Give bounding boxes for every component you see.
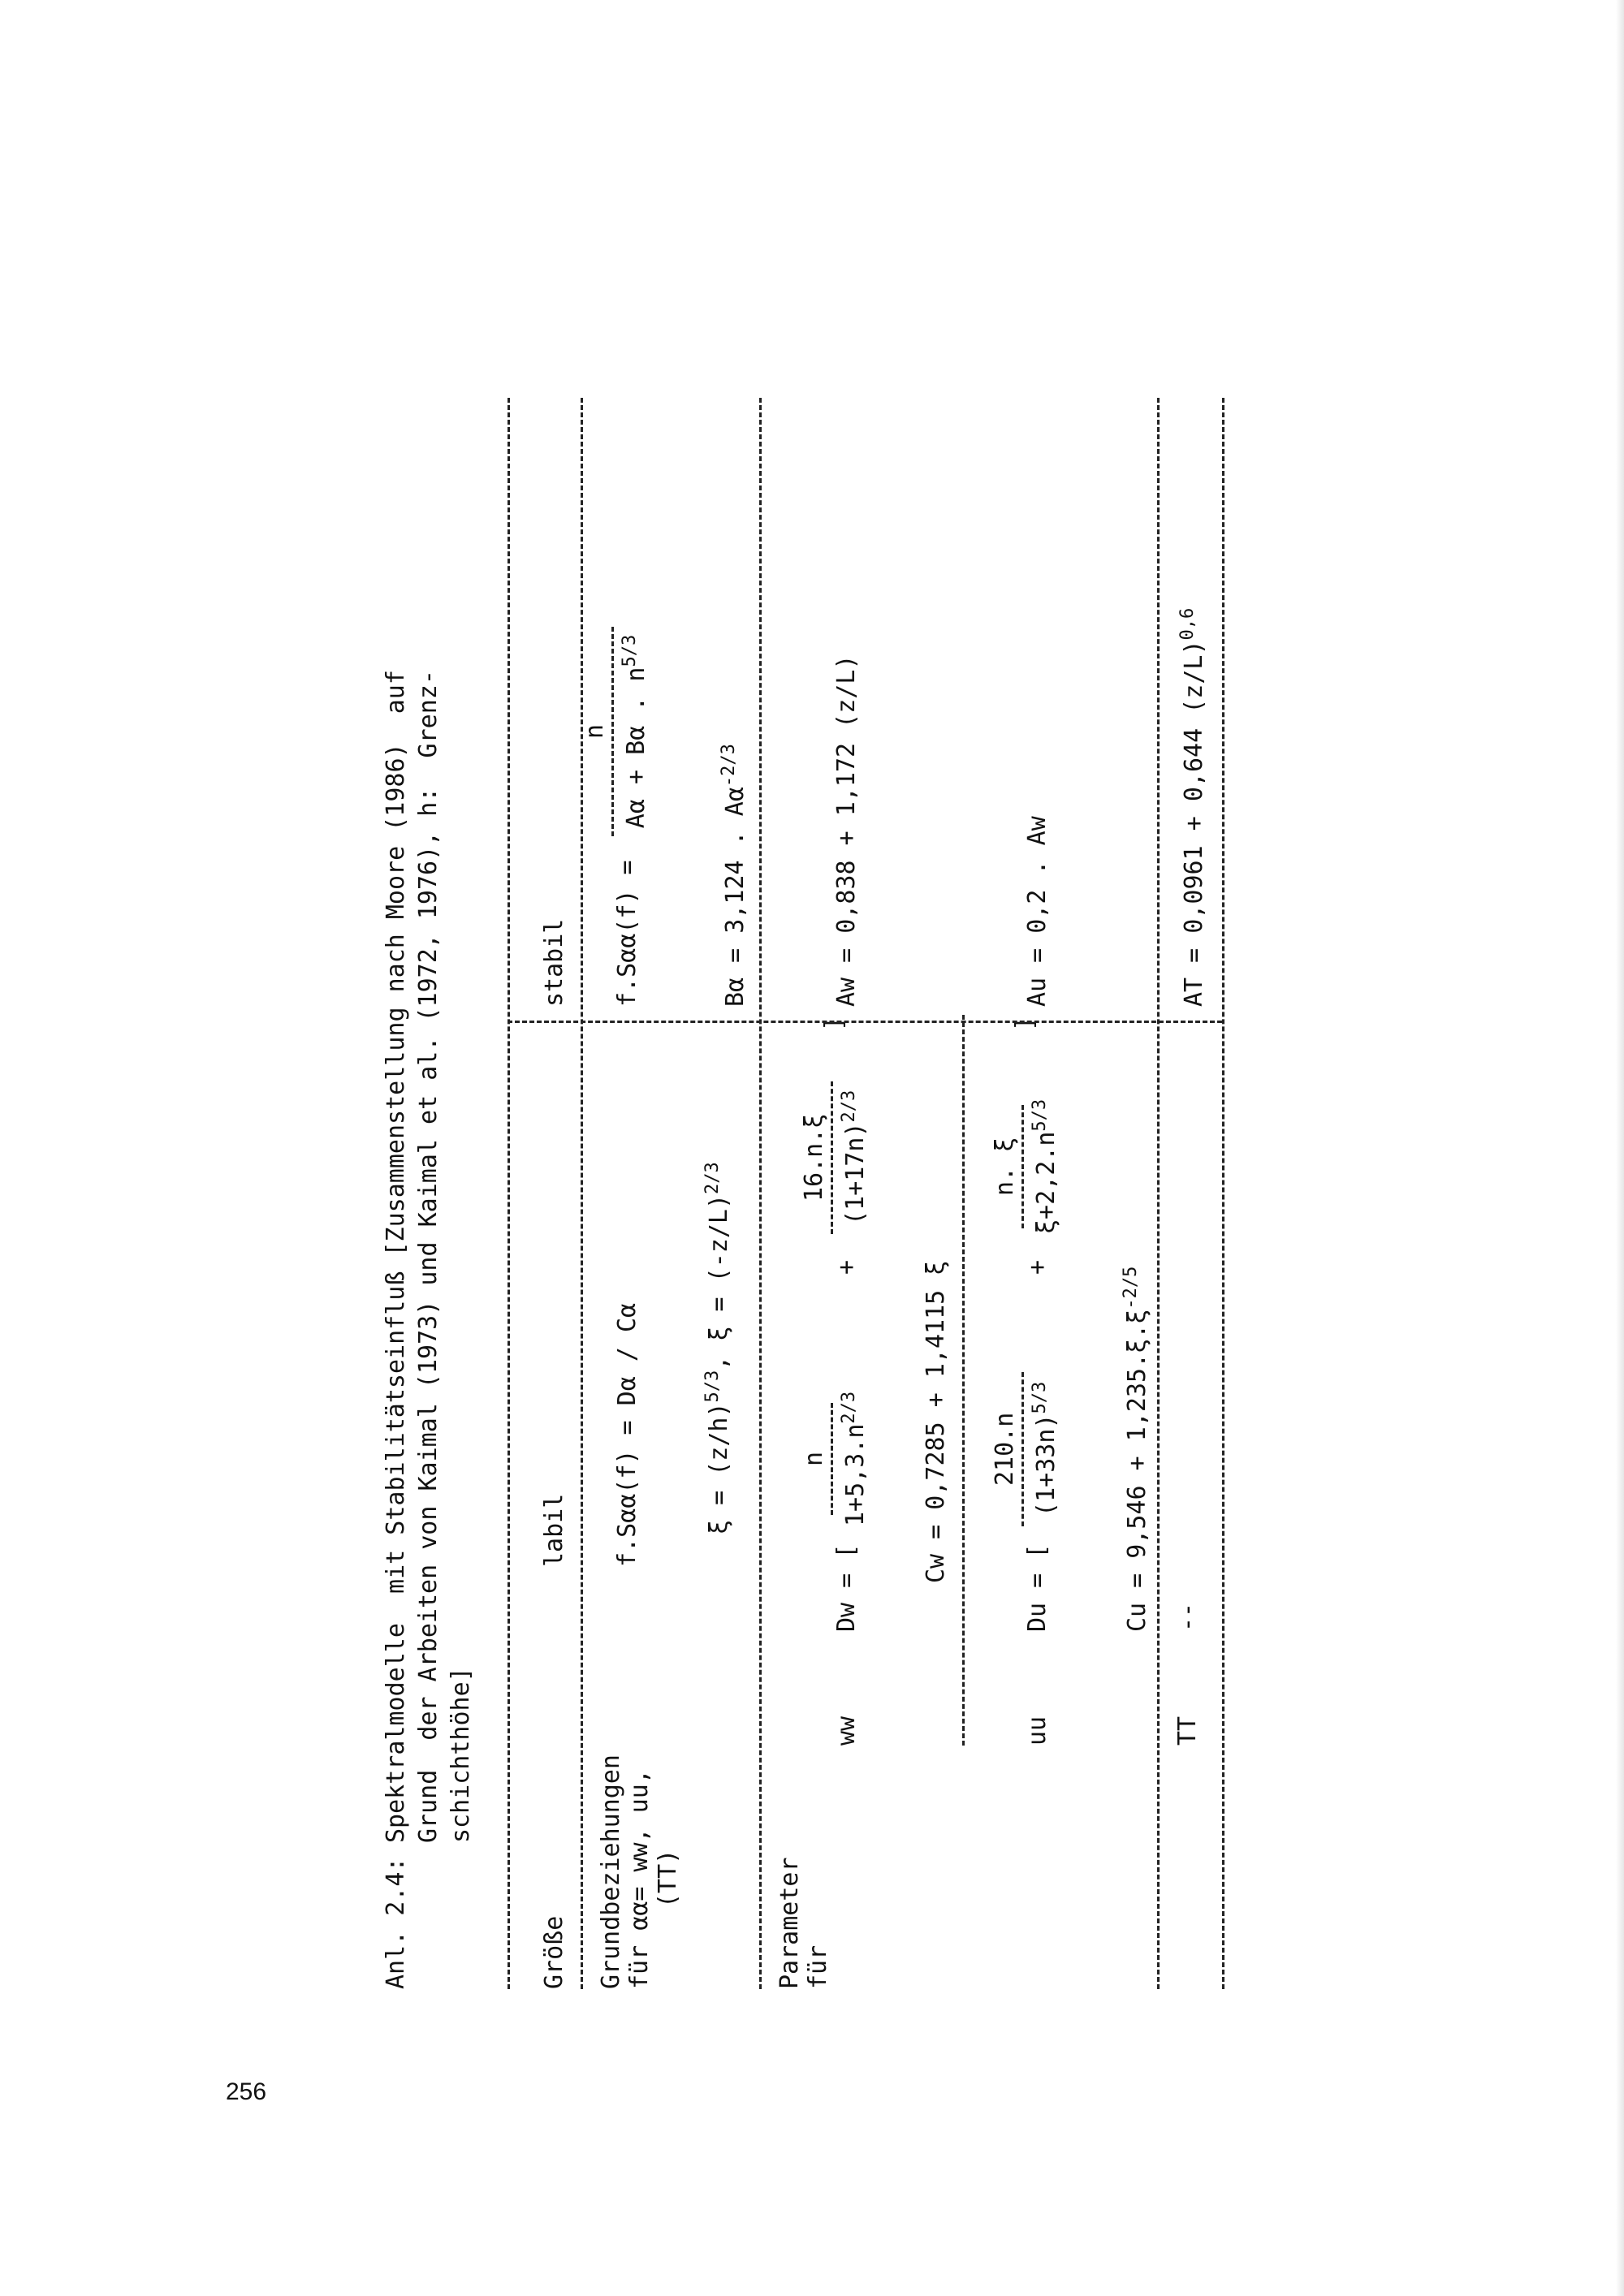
uu-d-lhs: Du = [ xyxy=(1023,1543,1052,1632)
ww-close: ] xyxy=(820,1016,849,1031)
uu-f2-numerator: n. ξ xyxy=(991,1105,1024,1228)
caption-line-1: Spektralmodelle mit Stabilitätseinfluß [Zusammenstellung nach Moore (1986) auf xyxy=(382,670,410,1843)
caption-label: Anl. 2.4: xyxy=(382,1857,410,1989)
labil-grund-eq1: f.Sαα(f) = Dα / Cα xyxy=(613,1302,641,1567)
rotated-table-page xyxy=(382,203,1291,1989)
uu-c-eq: $Cu = 9,546 + 1,235.\xi.\xi^{-2/5}$ xyxy=(1121,1266,1151,1632)
uu-stabil: Au = 0,2 . Aw xyxy=(1023,816,1052,1007)
tt-stabil: AT = 0,0961 + 0,644 $(z/L)^{0,6}$ xyxy=(1177,607,1208,1007)
page-number: 256 xyxy=(226,2078,267,2105)
stabil-grund-b-eq: Bα = 3,124 . $A\alpha^{-2/3}$ xyxy=(719,744,749,1007)
column-separator xyxy=(508,1021,1222,1023)
ww-stabil: Aw = 0,838 + 1,172 (z/L) xyxy=(832,654,861,1007)
uu-fraction-2 xyxy=(991,1099,1061,1234)
param-label-1: Parameter xyxy=(775,1857,804,1989)
uu-label: uu xyxy=(1023,1716,1052,1746)
ww-fraction-1 xyxy=(800,1392,870,1526)
ww-fraction-2 xyxy=(800,1081,870,1234)
stabil-grund-fraction xyxy=(581,627,651,836)
ww-d-lhs: Dw = [ xyxy=(832,1543,861,1632)
uu-close: ] xyxy=(1011,1016,1039,1031)
header-stabil: stabil xyxy=(540,918,568,1007)
ww-f1-numerator: n xyxy=(800,1403,833,1515)
ww-label: ww xyxy=(832,1716,861,1746)
ww-plus: + xyxy=(832,1259,861,1275)
tt-label: TT xyxy=(1173,1716,1202,1746)
uu-plus: + xyxy=(1023,1259,1052,1275)
ww-f2-denominator: $(1+17n)^{2/3}$ xyxy=(839,1090,870,1225)
tt-labil: -- xyxy=(1173,1602,1202,1632)
stabil-grund-numerator: n xyxy=(581,627,614,836)
header-labil: labil xyxy=(540,1493,568,1567)
stabil-grund-denominator: Aα + Bα . $n^{5/3}$ xyxy=(620,634,650,829)
caption-line-2: Grund der Arbeiten von Kaimal (1973) und Kaimal et al. (1972, 1976), h: Grenz- xyxy=(414,670,443,1843)
param-label-2: für xyxy=(804,1944,832,1989)
grund-label-1: Grundbeziehungen xyxy=(597,1754,625,1989)
grund-label-2: für αα= ww, uu, xyxy=(625,1769,654,1989)
rule-uu xyxy=(1157,398,1160,1989)
caption-line-3: schichthöhe] xyxy=(447,1667,475,1843)
ww-f2-numerator: 16.n.ξ xyxy=(800,1081,833,1234)
header-groesse: Größe xyxy=(540,1915,568,1989)
labil-grund-eq2: $\xi = (z/h)^{5/3}$, $\xi = (-z/L)^{2/3}$ xyxy=(702,1162,733,1534)
rule-ww xyxy=(962,1015,965,1746)
stabil-grund-lhs: f.Sαα(f) = xyxy=(613,860,641,1007)
uu-f1-numerator: 210.n xyxy=(991,1372,1024,1526)
ww-c-eq: Cw = 0,7285 + 1,4115 ξ xyxy=(922,1260,950,1583)
uu-f1-denominator: $(1+33n)^{5/3}$ xyxy=(1030,1381,1060,1517)
ww-f1-denominator: $1+5,3.n^{2/3}$ xyxy=(839,1391,870,1526)
uu-fraction-1 xyxy=(991,1372,1061,1526)
grund-label-3: (TT) xyxy=(654,1849,682,1908)
rule-bottom xyxy=(1222,398,1224,1989)
rule-grund xyxy=(759,398,762,1989)
scan-edge xyxy=(1616,0,1624,2296)
rule-top xyxy=(508,398,510,1989)
uu-f2-denominator: $\xi+2,2.n^{5/3}$ xyxy=(1030,1098,1060,1234)
